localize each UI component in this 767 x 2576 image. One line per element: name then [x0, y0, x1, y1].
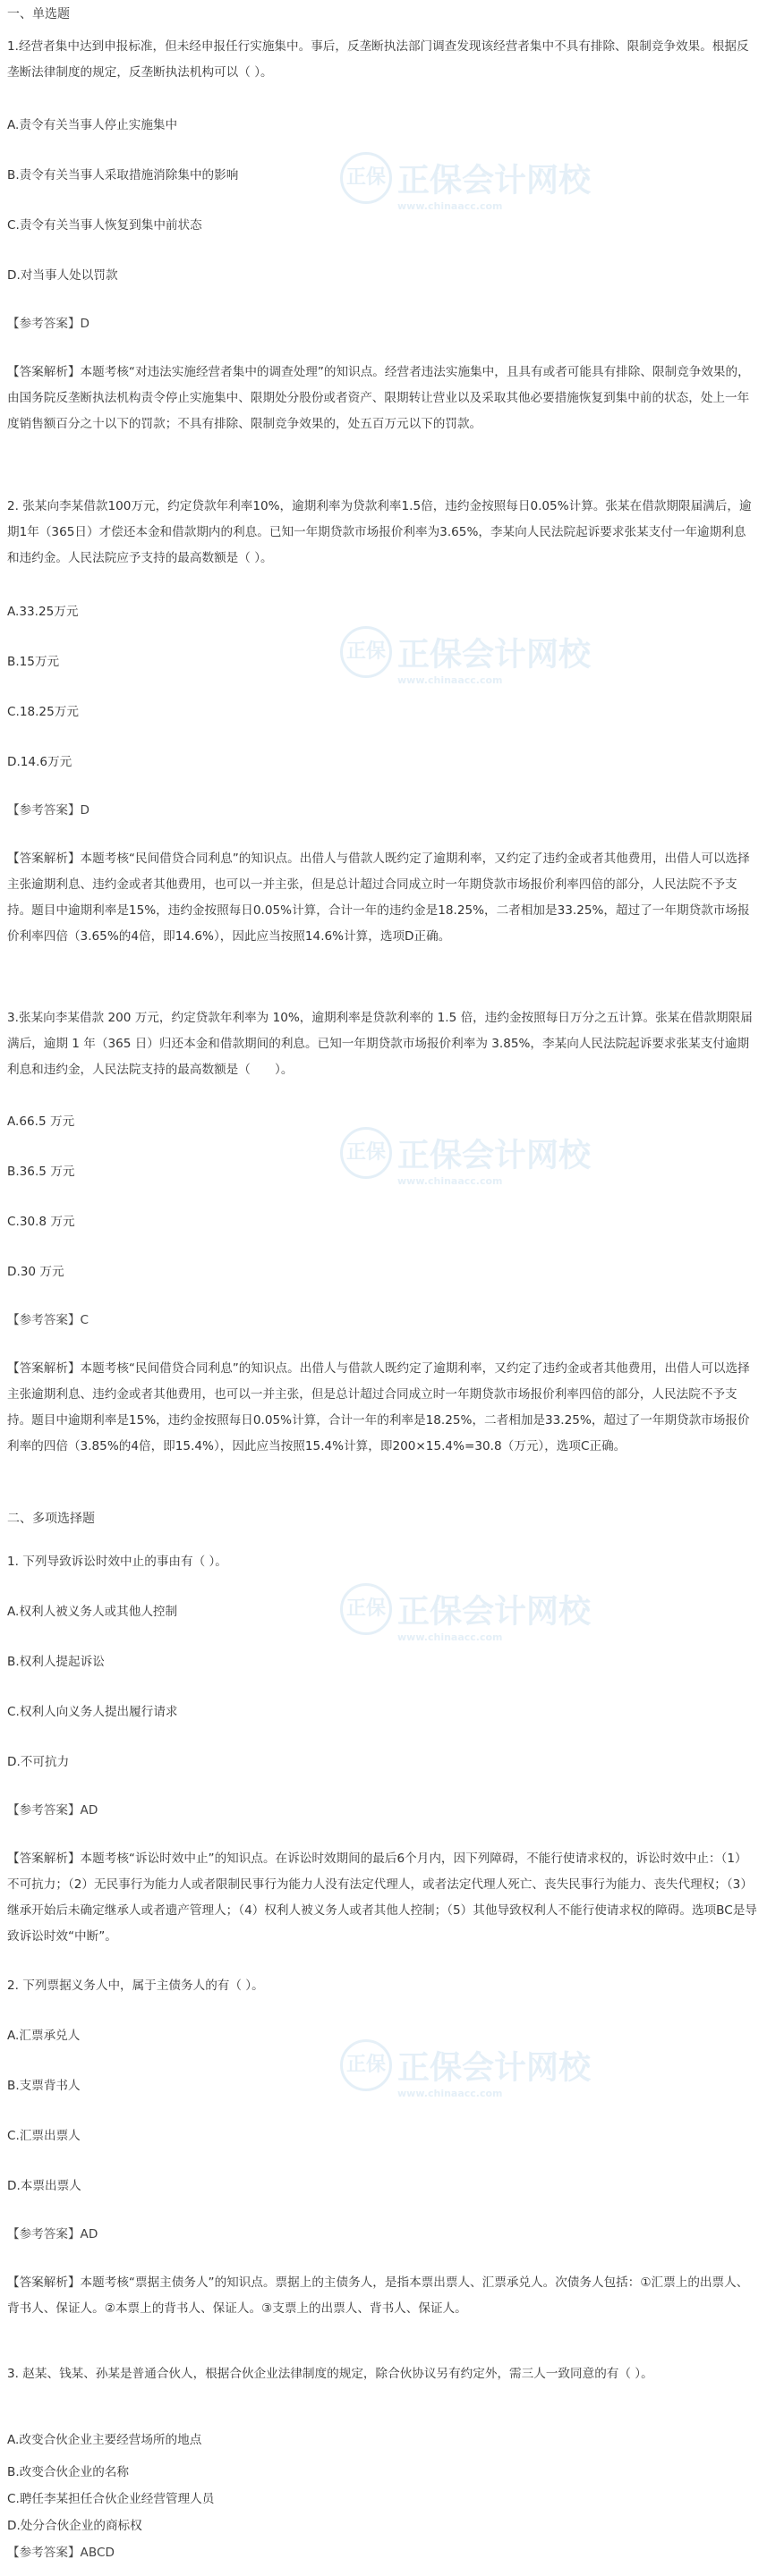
explanation: 【答案解析】本题考核“民间借贷合同利息”的知识点。出借人与借款人既约定了逾期利率，又约定了违约金或者其他费用，出借人可以选择主张逾期利息、违约金或者其他费用，也可以一并主张，但是总计超过合同成立时一年期贷款市场报价利率四倍的部分，人民法院不予支持。题目中逾期利率是15%，违约金按照每日0.05%计算，合计一年的利率是18.25%，二者相加是33.25%，超过了一年期贷款市场报价利率的四倍（3.85%的4倍，即15.4%），因此应当按照15.4%计算，即200×15.4%=30.8（万元），选项C正确。	[7, 1361, 750, 1453]
watermark-logo: 正保	[340, 1583, 392, 1635]
explanation: 【答案解析】本题考核“票据主债务人”的知识点。票据上的主债务人，是指本票出票人、汇票承兑人。次债务人包括：①汇票上的出票人、背书人、保证人。②本票上的背书人、保证人。③支票上的出票人、背书人、保证人。	[7, 2275, 749, 2316]
section-title-multiple-choice: 二、多项选择题	[7, 1512, 95, 1526]
option-a: A.责令有关当事人停止实施集中	[7, 118, 178, 132]
answer: 【参考答案】AD	[7, 2227, 98, 2241]
option-d: D.处分合伙企业的商标权	[7, 2519, 142, 2533]
option-b: B.支票背书人	[7, 2079, 81, 2093]
option-a: A.汇票承兑人	[7, 2029, 81, 2043]
option-d: D.不可抗力	[7, 1755, 70, 1769]
question-stem: 2. 下列票据义务人中，属于主债务人的有（ ）。	[7, 1979, 264, 1993]
answer: 【参考答案】ABCD	[7, 2546, 115, 2560]
option-a: A.33.25万元	[7, 605, 79, 619]
option-b: B.15万元	[7, 655, 60, 669]
explanation: 【答案解析】本题考核“诉讼时效中止”的知识点。在诉讼时效期间的最后6个月内，因下列障碍，不能行使请求权的，诉讼时效中止：（1）不可抗力；（2）无民事行为能力人或者限制民事行为能力人没有法定代理人，或者法定代理人死亡、丧失民事行为能力、丧失代理权；（3）继承开始后未确定继承人或者遗产管理人；（4）权利人被义务人或者其他人控制；（5）其他导致权利人不能行使请求权的障碍。选项BC是导致诉讼时效“中断”。	[7, 1852, 757, 1944]
watermark-logo: 正保	[340, 152, 392, 204]
option-c: C.权利人向义务人提出履行请求	[7, 1705, 178, 1719]
option-b: B.36.5 万元	[7, 1165, 75, 1179]
question-stem: 1. 下列导致诉讼时效中止的事由有（ ）。	[7, 1555, 227, 1569]
watermark: 正保 正保会计网校 www.chinaacc.com	[340, 2039, 591, 2099]
answer: 【参考答案】D	[7, 317, 90, 331]
option-d: D.30 万元	[7, 1265, 64, 1279]
answer: 【参考答案】C	[7, 1313, 89, 1327]
option-c: C.18.25万元	[7, 705, 79, 719]
question-stem: 2. 张某向李某借款100万元，约定贷款年利率10%，逾期利率为贷款利率1.5倍，违约金按照每日0.05%计算。张某在借款期限届满后，逾期1年（365日）才偿还本金和借款期内的利息。已知一年期贷款市场报价利率为3.65%，李某向人民法院起诉要求张某支付一年逾期利息和违约金。人民法院应予支持的最高数额是（ ）。	[7, 499, 752, 565]
watermark-logo: 正保	[340, 626, 392, 678]
explanation: 【答案解析】本题考核“对违法实施经营者集中的调查处理”的知识点。经营者违法实施集中，且具有或者可能具有排除、限制竞争效果的，由国务院反垄断执法机构责令停止实施集中、限期处分股份或者资产、限期转让营业以及采取其他必要措施恢复到集中前的状态，处上一年度销售额百分之十以下的罚款；不具有排除、限制竞争效果的，处五百万元以下的罚款。	[7, 365, 750, 431]
watermark: 正保 正保会计网校 www.chinaacc.com	[340, 1583, 591, 1643]
answer: 【参考答案】AD	[7, 1803, 98, 1818]
option-d: D.14.6万元	[7, 755, 72, 769]
option-d: D.本票出票人	[7, 2179, 81, 2193]
question-stem: 3.张某向李某借款 200 万元，约定贷款年利率为 10%，逾期利率是贷款利率的 1.5 倍，违约金按照每日万分之五计算。张某在借款期限届满后，逾期 1 年（365 日）归还本金和借款期间的利息。已知一年期贷款市场报价利率为 3.85%，李某向人民法院起诉要求张某支付逾期利息和违约金，人民法院支持的最高数额是（ ）。	[7, 1011, 753, 1077]
watermark-logo: 正保	[340, 2039, 392, 2091]
option-c: C.聘任李某担任合伙企业经营管理人员	[7, 2492, 215, 2506]
option-c: C.责令有关当事人恢复到集中前状态	[7, 218, 202, 233]
option-c: C.汇票出票人	[7, 2129, 81, 2143]
explanation: 【答案解析】本题考核“民间借贷合同利息”的知识点。出借人与借款人既约定了逾期利率，又约定了违约金或者其他费用，出借人可以选择主张逾期利息、违约金或者其他费用，也可以一并主张，但是总计超过合同成立时一年期贷款市场报价利率四倍的部分，人民法院不予支持。题目中逾期利率是15%，违约金按照每日0.05%计算，合计一年的违约金是18.25%，二者相加是33.25%，超过了一年期贷款市场报价利率四倍（3.65%的4倍，即14.6%），因此应当按照14.6%计算，选项D正确。	[7, 852, 750, 944]
watermark: 正保 正保会计网校 www.chinaacc.com	[340, 152, 591, 212]
section-title-single-choice: 一、单选题	[7, 7, 70, 21]
watermark: 正保 正保会计网校 www.chinaacc.com	[340, 1127, 591, 1187]
option-b: B.改变合伙企业的名称	[7, 2465, 129, 2479]
watermark-logo: 正保	[340, 1127, 392, 1179]
watermark: 正保 正保会计网校 www.chinaacc.com	[340, 626, 591, 686]
option-a: A.66.5 万元	[7, 1114, 75, 1129]
question-stem: 3. 赵某、钱某、孙某是普通合伙人，根据合伙企业法律制度的规定，除合伙协议另有约定外，需三人一致同意的有（ ）。	[7, 2367, 653, 2381]
option-b: B.权利人提起诉讼	[7, 1655, 105, 1669]
option-a: A.改变合伙企业主要经营场所的地点	[7, 2433, 202, 2447]
option-c: C.30.8 万元	[7, 1215, 75, 1229]
option-a: A.权利人被义务人或其他人控制	[7, 1605, 178, 1619]
answer: 【参考答案】D	[7, 803, 90, 818]
question-stem: 1.经营者集中达到申报标准，但未经申报任行实施集中。事后，反垄断执法部门调查发现该经营者集中不具有排除、限制竞争效果。根据反垄断法律制度的规定，反垄断执法机构可以（ ）。	[7, 39, 749, 80]
option-d: D.对当事人处以罚款	[7, 268, 118, 283]
option-b: B.责令有关当事人采取措施消除集中的影响	[7, 168, 239, 182]
